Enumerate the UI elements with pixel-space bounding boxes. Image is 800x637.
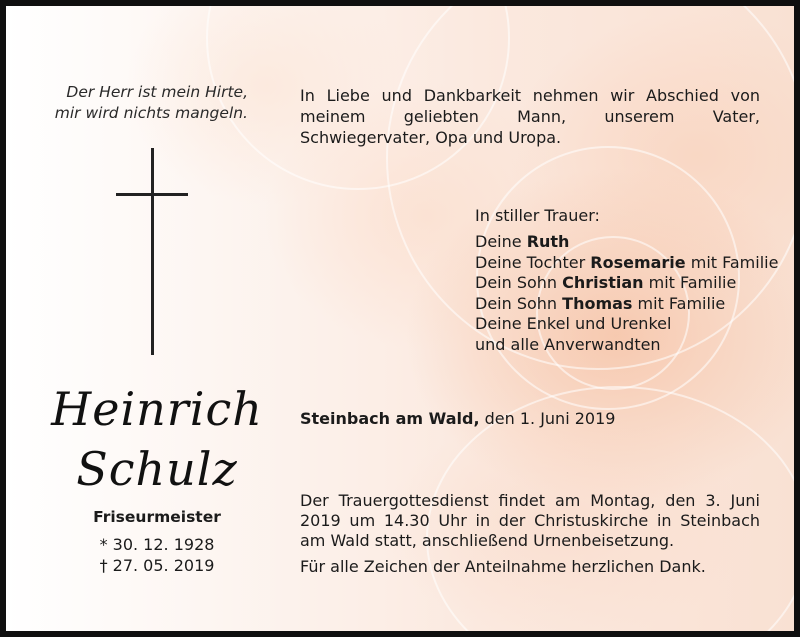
deceased-first-name: Heinrich (51, 382, 263, 436)
intro-text: In Liebe und Dankbarkeit nehmen wir Abschied von meinem geliebten Mann, unserem Vater, Schwiegervater, Opa und Uropa. (300, 86, 760, 147)
date: den 1. Juni 2019 (479, 409, 616, 428)
bible-verse-line-1: Der Herr ist mein Hirte, (66, 83, 248, 101)
mourners-list (475, 232, 778, 355)
mourner-line: Deine Enkel und Urenkel (475, 314, 672, 333)
birth-date: * 30. 12. 1928 (99, 535, 215, 554)
mourner-line: Deine Tochter Rosemarie mit Familie (475, 252, 779, 272)
place-date (300, 409, 615, 429)
mourner-line: Deine Ruth (475, 232, 570, 251)
bible-verse-line-2: mir wird nichts mangeln. (54, 104, 248, 122)
service-announcement: Der Trauergottesdienst findet am Montag, den 3. Juni 2019 um 14.30 Uhr in der Christuskirche in Steinbach am Wald statt, anschließend Urnenbeisetzung. (300, 491, 760, 550)
death-date: † 27. 05. 2019 (99, 556, 215, 575)
cross-icon-bar (116, 193, 188, 196)
cross-icon (151, 148, 154, 355)
life-dates (46, 534, 268, 576)
mourner-line: Dein Sohn Thomas mit Familie (475, 293, 726, 313)
deceased-last-name: Schulz (76, 442, 238, 496)
deceased-profession: Friseurmeister (93, 508, 221, 526)
mourner-line: und alle Anverwandten (475, 334, 661, 354)
place: Steinbach am Wald, (300, 409, 480, 428)
mourner-line: Dein Sohn Christian mit Familie (475, 273, 737, 292)
mourners-heading: In stiller Trauer: (475, 206, 600, 225)
bible-verse (32, 82, 248, 124)
thanks-note: Für alle Zeichen der Anteilnahme herzlichen Dank. (300, 557, 706, 576)
